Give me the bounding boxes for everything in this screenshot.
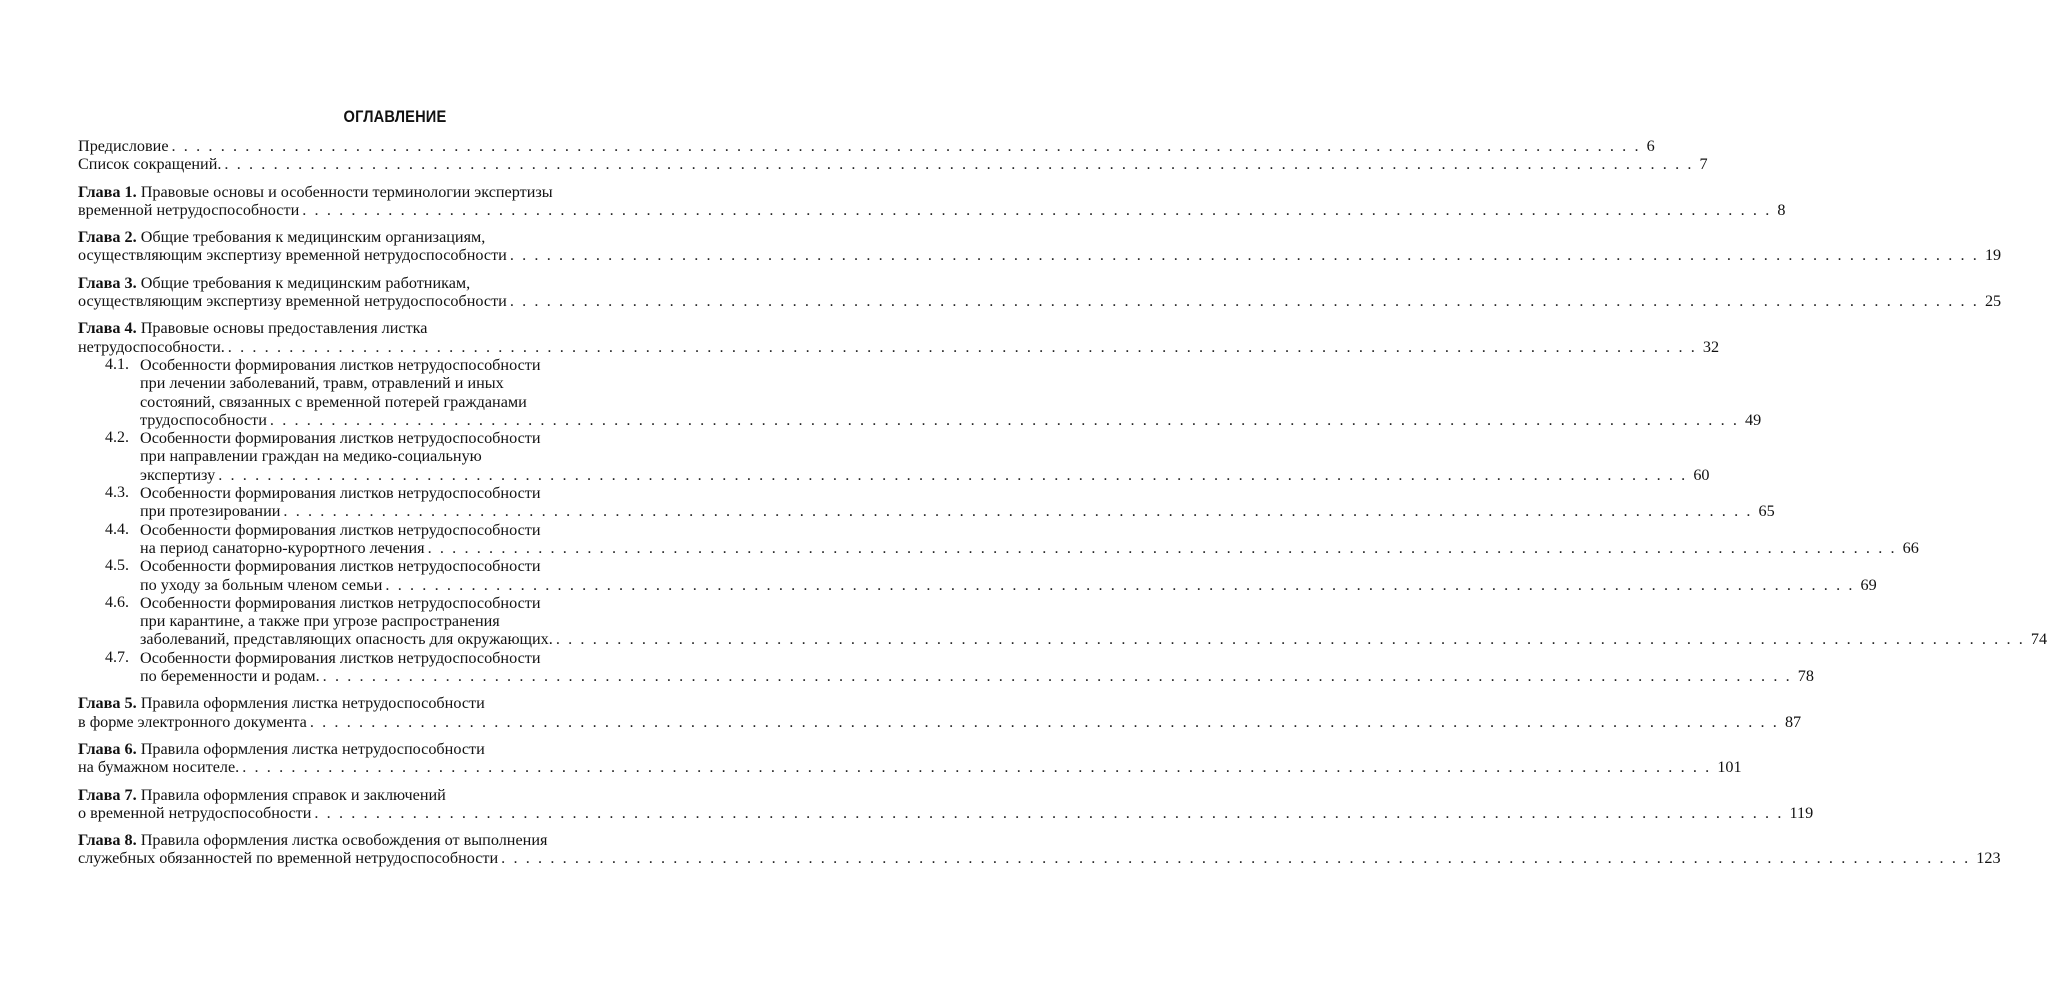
toc-entry[interactable]	[78, 429, 1710, 484]
page-number: 87	[1784, 712, 1802, 731]
dot-leader: . . . . . . . . . . . . . . . . . . . . . . . . . . . . . . . . . . . . . . . . . . . . . . . . . . . . . . . . . . . . . . . . . . . . . . . . . . . . . . . . . . . . . . . . . . . . . . . . . . . . . . . . . . . . . . . . . . . . . . . .	[224, 155, 1694, 174]
toc-line	[78, 319, 712, 337]
entry-title-line: по уходу за больным членом семьи	[140, 575, 383, 594]
toc-entry[interactable]	[78, 484, 1775, 521]
entry-title-line: трудоспособности	[140, 410, 267, 429]
toc-line	[140, 521, 712, 539]
toc-line	[140, 502, 1775, 521]
entry-text	[78, 155, 221, 173]
toc-line	[140, 612, 712, 630]
entry-title-line: Правила оформления справок и заключений	[140, 785, 446, 804]
toc-line	[140, 538, 1919, 557]
section-body	[140, 484, 1775, 521]
dot-leader: . . . . . . . . . . . . . . . . . . . . . . . . . . . . . . . . . . . . . . . . . . . . . . . . . . . . . . . . . . . . . . . . . . . . . . . . . . . . . . . . . . . . . . . . . . . . . . . . . . . . . . . . . . . . . . . . . . . . . . . .	[314, 803, 1784, 822]
entry-text	[140, 576, 382, 594]
entry-text	[140, 649, 541, 667]
toc-entry[interactable]	[78, 355, 1762, 429]
section-body	[140, 520, 1919, 558]
entry-title-line: Правила оформления листка нетрудоспособности	[140, 739, 485, 758]
section-number: 4.1.	[105, 355, 129, 373]
entry-title-line: при карантине, а также при угрозе распространения	[140, 612, 500, 631]
toc-entry[interactable]	[78, 137, 1655, 155]
entry-text	[140, 429, 541, 447]
entry-title-line: Особенности формирования листков нетрудоспособности	[140, 648, 541, 667]
chapter-label: Глава 6.	[78, 739, 137, 758]
page-number: 8	[1777, 200, 1786, 219]
toc-line	[140, 465, 1710, 484]
section-body	[140, 429, 1710, 484]
dot-leader: . . . . . . . . . . . . . . . . . . . . . . . . . . . . . . . . . . . . . . . . . . . . . . . . . . . . . . . . . . . . . . . . . . . . . . . . . . . . . . . . . . . . . . . . . . . . . . . . . . . . . . . . . . . . . . . . . . . . . . . .	[385, 575, 1855, 594]
entry-title-line: осуществляющим экспертизу временной нетрудоспособности	[78, 292, 507, 311]
entry-title-line: Общие требования к медицинским организациям,	[140, 228, 486, 247]
entry-title-line: Особенности формирования листков нетрудоспособности	[140, 429, 541, 448]
entry-text	[140, 374, 504, 392]
toc-line	[78, 274, 712, 292]
toc-line	[140, 594, 712, 612]
toc-line	[78, 758, 1742, 777]
toc-entry[interactable]	[78, 319, 1720, 356]
toc-line	[140, 667, 1814, 686]
section-body	[140, 355, 1762, 429]
entry-title-line: Особенности формирования листков нетрудоспособности	[140, 355, 541, 374]
dot-leader: . . . . . . . . . . . . . . . . . . . . . . . . . . . . . . . . . . . . . . . . . . . . . . . . . . . . . . . . . . . . . . . . . . . . . . . . . . . . . . . . . . . . . . . . . . . . . . . . . . . . . . . . . . . . . . . . . . . . . . . .	[501, 849, 1971, 868]
entry-text	[78, 694, 485, 712]
entry-text	[140, 667, 320, 685]
entry-title-line: при протезировании	[140, 502, 281, 521]
toc-title: ОГЛАВЛЕНИЕ	[343, 107, 447, 126]
toc-line	[78, 831, 712, 849]
page-number: 49	[1745, 410, 1762, 429]
entry-title-line: на период санаторно-курортного лечения	[140, 538, 425, 557]
entry-text	[140, 466, 215, 484]
chapter-label: Глава 3.	[78, 273, 137, 292]
entry-title-line: Предисловие	[78, 137, 169, 155]
section-body	[140, 557, 1877, 594]
page-number: 119	[1789, 803, 1814, 822]
dot-leader: . . . . . . . . . . . . . . . . . . . . . . . . . . . . . . . . . . . . . . . . . . . . . . . . . . . . . . . . . . . . . . . . . . . . . . . . . . . . . . . . . . . . . . . . . . . . . . . . . . . . . . . . . . . . . . . . . . . . . . . .	[322, 667, 1792, 686]
toc-line	[140, 429, 712, 447]
toc-line	[78, 155, 1708, 174]
entry-title-line: заболеваний, представляющих опасность для окружающих.	[140, 630, 553, 649]
toc-line	[78, 712, 1802, 731]
dot-leader: . . . . . . . . . . . . . . . . . . . . . . . . . . . . . . . . . . . . . . . . . . . . . . . . . . . . . . . . . . . . . . . . . . . . . . . . . . . . . . . . . . . . . . . . . . . . . . . . . . . . . . . . . . . . . . . . . . . . . . . .	[309, 712, 1779, 731]
entry-text	[78, 831, 547, 849]
dot-leader: . . . . . . . . . . . . . . . . . . . . . . . . . . . . . . . . . . . . . . . . . . . . . . . . . . . . . . . . . . . . . . . . . . . . . . . . . . . . . . . . . . . . . . . . . . . . . . . . . . . . . . . . . . . . . . . . . . . . . . . .	[171, 137, 1641, 155]
section-number: 4.4.	[105, 520, 129, 538]
entry-text	[140, 393, 527, 411]
toc-line	[140, 393, 712, 411]
toc-entry[interactable]	[78, 182, 1786, 220]
page-number: 78	[1797, 667, 1814, 686]
page-number: 74	[2030, 630, 2047, 649]
toc-entry[interactable]	[78, 155, 1708, 174]
page-number: 32	[1702, 337, 1720, 356]
toc-line	[78, 803, 1814, 822]
chapter-label: Глава 8.	[78, 831, 137, 850]
entry-text	[78, 292, 507, 310]
toc-line	[78, 292, 2002, 311]
entry-text	[140, 484, 541, 502]
toc-line	[140, 356, 712, 374]
section-number: 4.5.	[105, 557, 129, 575]
entry-text	[140, 502, 280, 520]
entry-text	[78, 201, 299, 219]
entry-title-line: состояний, связанных с временной потерей гражданами	[140, 392, 527, 411]
entry-text	[78, 713, 307, 731]
entry-text	[78, 137, 169, 155]
entry-title-line: Особенности формирования листков нетрудоспособности	[140, 557, 541, 576]
entry-title-line: в форме электронного документа	[78, 712, 307, 731]
chapter-label: Глава 2.	[78, 228, 137, 247]
page-number: 60	[1693, 465, 1710, 484]
dot-leader: . . . . . . . . . . . . . . . . . . . . . . . . . . . . . . . . . . . . . . . . . . . . . . . . . . . . . . . . . . . . . . . . . . . . . . . . . . . . . . . . . . . . . . . . . . . . . . . . . . . . . . . . . . . . . . . . . . . . . . . .	[302, 200, 1772, 219]
entry-text	[78, 740, 485, 758]
page-number: 65	[1758, 502, 1775, 521]
entry-text	[78, 274, 470, 292]
toc-line	[78, 740, 712, 758]
page-number: 7	[1699, 155, 1708, 174]
entry-title-line: по беременности и родам.	[140, 667, 320, 686]
page-number: 19	[1984, 246, 2002, 265]
entry-title-line: Правила оформления листка нетрудоспособности	[140, 694, 485, 713]
toc-line	[78, 849, 2001, 868]
toc-entry[interactable]	[78, 273, 2002, 311]
toc-line	[140, 374, 712, 392]
toc-line	[140, 484, 712, 502]
chapter-label: Глава 7.	[78, 785, 137, 804]
toc-line	[78, 246, 2002, 265]
chapter-label: Глава 5.	[78, 694, 137, 713]
toc-line	[78, 183, 712, 201]
toc-list	[78, 137, 2047, 868]
entry-title-line: осуществляющим экспертизу временной нетрудоспособности	[78, 246, 507, 265]
toc-line	[140, 447, 712, 465]
entry-title-line: при лечении заболеваний, травм, отравлений и иных	[140, 374, 504, 393]
entry-title-line: Особенности формирования листков нетрудоспособности	[140, 593, 541, 612]
section-number: 4.3.	[105, 484, 129, 502]
entry-title-line: временной нетрудоспособности	[78, 200, 300, 219]
toc-entry[interactable]	[78, 785, 1814, 823]
entry-text	[78, 319, 428, 337]
entry-title-line: на бумажном носителе.	[78, 758, 240, 777]
page-number: 69	[1860, 575, 1877, 594]
dot-leader: . . . . . . . . . . . . . . . . . . . . . . . . . . . . . . . . . . . . . . . . . . . . . . . . . . . . . . . . . . . . . . . . . . . . . . . . . . . . . . . . . . . . . . . . . . . . . . . . . . . . . . . . . . . . . . . . . . . . . . . .	[269, 410, 1740, 429]
toc-entry[interactable]	[78, 228, 2002, 265]
entry-text	[140, 630, 553, 648]
toc-line	[140, 575, 1877, 594]
page-number: 25	[1984, 292, 2002, 311]
entry-text	[140, 557, 541, 575]
toc-line	[78, 786, 712, 804]
entry-text	[140, 521, 541, 539]
toc-entry[interactable]	[78, 694, 1802, 731]
entry-text	[78, 246, 507, 264]
toc-line	[78, 228, 712, 246]
entry-title-line: Список сокращений.	[78, 155, 222, 174]
toc-entry[interactable]	[78, 648, 1814, 686]
page-number: 6	[1646, 137, 1655, 155]
toc-entry[interactable]	[78, 831, 2001, 868]
entry-title-line: о временной нетрудоспособности	[78, 803, 312, 822]
page-number: 66	[1902, 538, 1919, 557]
entry-text	[78, 849, 498, 867]
toc-line	[140, 649, 712, 667]
entry-title-line: служебных обязанностей по временной нетрудоспособности	[78, 849, 499, 868]
dot-leader: . . . . . . . . . . . . . . . . . . . . . . . . . . . . . . . . . . . . . . . . . . . . . . . . . . . . . . . . . . . . . . . . . . . . . . . . . . . . . . . . . . . . . . . . . . . . . . . . . . . . . . . . . . . . . . . . . . . . . . . .	[227, 337, 1697, 356]
entry-text	[140, 594, 541, 612]
section-number: 4.7.	[105, 648, 129, 666]
toc-line	[140, 410, 1762, 429]
toc-line	[140, 630, 2047, 649]
dot-leader: . . . . . . . . . . . . . . . . . . . . . . . . . . . . . . . . . . . . . . . . . . . . . . . . . . . . . . . . . . . . . . . . . . . . . . . . . . . . . . . . . . . . . . . . . . . . . . . . . . . . . . . . . . . . . . . . . . . . . . . .	[555, 630, 2025, 649]
entry-text	[140, 356, 541, 374]
entry-title-line: Правовые основы предоставления листка	[140, 319, 428, 338]
entry-title-line: Правовые основы и особенности терминологии экспертизы	[140, 182, 553, 201]
entry-text	[140, 411, 267, 429]
chapter-label: Глава 1.	[78, 182, 137, 201]
entry-text	[78, 758, 239, 776]
entry-title-line: Общие требования к медицинским работникам,	[140, 273, 471, 292]
entry-title-line: Особенности формирования листков нетрудоспособности	[140, 520, 541, 539]
page-number: 101	[1717, 758, 1742, 777]
entry-text	[140, 447, 482, 465]
entry-text	[140, 539, 425, 557]
entry-title-line: нетрудоспособности.	[78, 337, 225, 356]
toc-line	[78, 137, 1655, 155]
entry-text	[78, 786, 446, 804]
dot-leader: . . . . . . . . . . . . . . . . . . . . . . . . . . . . . . . . . . . . . . . . . . . . . . . . . . . . . . . . . . . . . . . . . . . . . . . . . . . . . . . . . . . . . . . . . . . . . . . . . . . . . . . . . . . . . . . . . . . . . . . .	[509, 292, 1979, 311]
section-body	[140, 593, 2047, 649]
entry-text	[78, 228, 485, 246]
entry-text	[140, 612, 500, 630]
entry-title-line: экспертизу	[140, 465, 216, 484]
toc-line	[78, 694, 712, 712]
section-body	[140, 648, 1814, 686]
toc-entry[interactable]	[78, 520, 1919, 558]
toc-line	[78, 337, 1720, 356]
dot-leader: . . . . . . . . . . . . . . . . . . . . . . . . . . . . . . . . . . . . . . . . . . . . . . . . . . . . . . . . . . . . . . . . . . . . . . . . . . . . . . . . . . . . . . . . . . . . . . . . . . . . . . . . . . . . . . . . . . . . . . . .	[218, 465, 1688, 484]
dot-leader: . . . . . . . . . . . . . . . . . . . . . . . . . . . . . . . . . . . . . . . . . . . . . . . . . . . . . . . . . . . . . . . . . . . . . . . . . . . . . . . . . . . . . . . . . . . . . . . . . . . . . . . . . . . . . . . . . . . . . . . .	[283, 502, 1753, 521]
toc-entry[interactable]	[78, 739, 1742, 777]
toc-line	[78, 200, 1786, 219]
toc-entry[interactable]	[78, 557, 1877, 594]
entry-text	[78, 338, 225, 356]
toc-line	[140, 557, 712, 575]
toc-entry[interactable]	[78, 593, 2047, 649]
entry-text	[78, 183, 553, 201]
entry-text	[78, 804, 311, 822]
dot-leader: . . . . . . . . . . . . . . . . . . . . . . . . . . . . . . . . . . . . . . . . . . . . . . . . . . . . . . . . . . . . . . . . . . . . . . . . . . . . . . . . . . . . . . . . . . . . . . . . . . . . . . . . . . . . . . . . . . . . . . . .	[427, 538, 1897, 557]
dot-leader: . . . . . . . . . . . . . . . . . . . . . . . . . . . . . . . . . . . . . . . . . . . . . . . . . . . . . . . . . . . . . . . . . . . . . . . . . . . . . . . . . . . . . . . . . . . . . . . . . . . . . . . . . . . . . . . . . . . . . . . .	[509, 246, 1979, 265]
dot-leader: . . . . . . . . . . . . . . . . . . . . . . . . . . . . . . . . . . . . . . . . . . . . . . . . . . . . . . . . . . . . . . . . . . . . . . . . . . . . . . . . . . . . . . . . . . . . . . . . . . . . . . . . . . . . . . . . . . . . . . . .	[242, 758, 1712, 777]
section-number: 4.6.	[105, 593, 129, 611]
section-number: 4.2.	[105, 429, 129, 447]
entry-title-line: при направлении граждан на медико-социальную	[140, 447, 482, 466]
entry-title-line: Правила оформления листка освобождения от выполнения	[140, 831, 548, 850]
entry-title-line: Особенности формирования листков нетрудоспособности	[140, 484, 541, 503]
page-number: 123	[1976, 849, 2001, 868]
chapter-label: Глава 4.	[78, 319, 137, 338]
